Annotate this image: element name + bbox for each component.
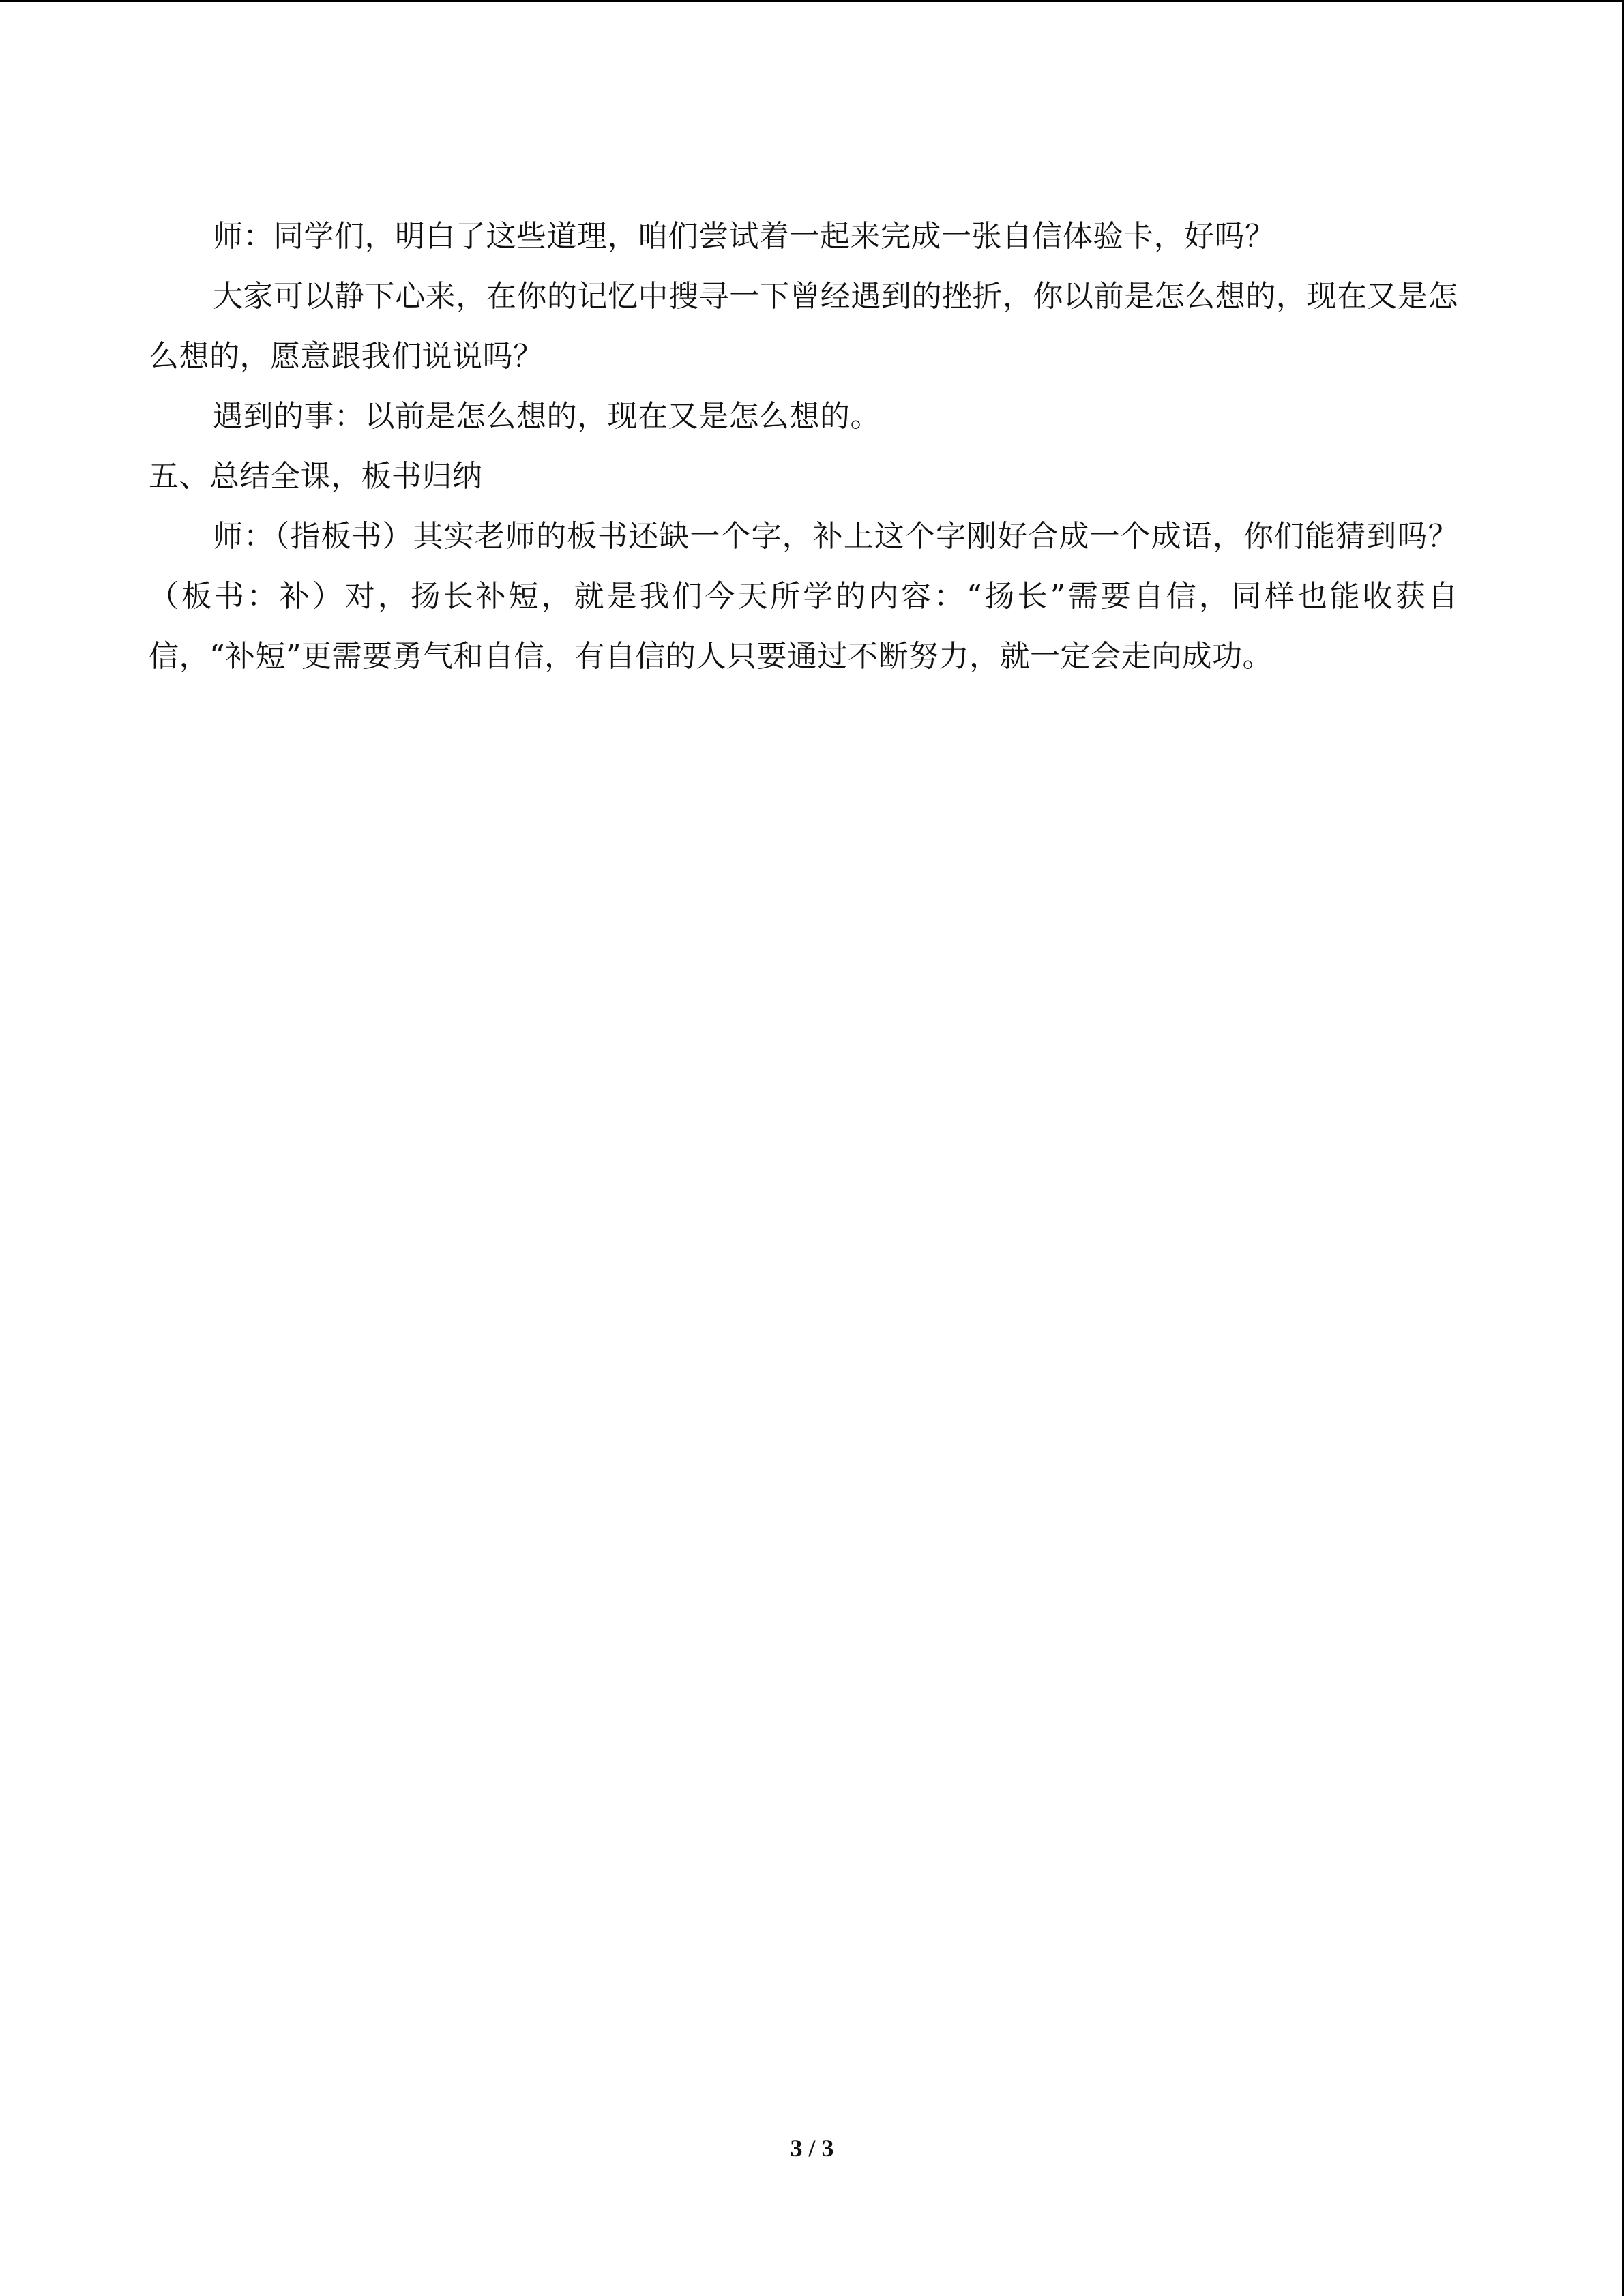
paragraph-teacher-prompt: 师：同学们，明白了这些道理，咱们尝试着一起来完成一张自信体验卡，好吗？	[213, 219, 1275, 254]
paragraph-summary: 师：（指板书）其实老师的板书还缺一个字，补上这个字刚好合成一个成语，你们能猜到吗？（板书：补）对，扬长补短，就是我们今天所学的内容：“扬长”需要自信，同样也能收获自信，“补短”更需要勇气和自信，有自信的人只要通过不断努力，就一定会走向成功。	[149, 519, 1458, 674]
section-heading-summary: 五、总结全课，板书归纳	[149, 459, 483, 494]
document-body	[149, 207, 1458, 687]
paragraph-reflection-question: 大家可以静下心来，在你的记忆中搜寻一下曾经遇到的挫折，你以前是怎么想的，现在又是怎么想的，愿意跟我们说说吗？	[149, 279, 1458, 374]
page-number: 3 / 3	[790, 2134, 834, 2162]
paragraph-experience-card: 遇到的事：以前是怎么想的，现在又是怎么想的。	[213, 399, 881, 434]
